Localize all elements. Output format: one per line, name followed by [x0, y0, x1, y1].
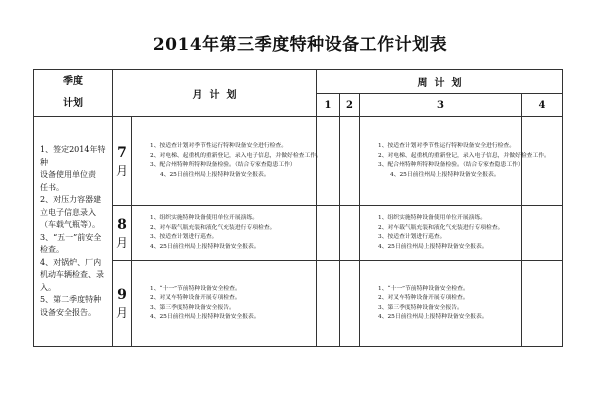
task-line: 1、按适查计划对季节性运行特种设备安全进行检查。: [378, 143, 516, 149]
plan-table: [33, 69, 563, 347]
page-title: 2014年第三季度特种设备工作计划表: [152, 35, 448, 55]
quarter-plan-line: 立电子信息录入: [40, 207, 96, 217]
task-line: 4、25日前往州局上报特种设备安全报表。: [390, 171, 500, 178]
week-1-header: 1: [317, 94, 340, 117]
month-september-label: [113, 261, 132, 347]
quarter-plan-line: 设备安全报告。: [40, 307, 96, 317]
header-quarter-line1: 季度: [63, 76, 83, 87]
quarter-plan-line: 1、签定2014年特种: [40, 145, 106, 167]
task-line: 4、25日前往州局上报特种设备安全报表。: [150, 243, 260, 250]
month-unit: 月: [115, 306, 128, 320]
week-1-july: [317, 117, 340, 206]
task-line: 2、对叉车特种设备开展专项检查。: [150, 295, 241, 301]
quarter-plan-line: 2、对压力容器建: [40, 195, 102, 204]
header-quarter-line2: 计划: [63, 98, 83, 109]
task-line: 1、组织实施特种设备使用单位开展演练。: [378, 215, 487, 221]
week-3-september: [360, 261, 522, 347]
task-line: 4、25日前往州局上报特种设备安全报表。: [378, 314, 488, 320]
quarter-plan-line: 检查。: [40, 245, 64, 254]
task-line: 1、“十一”节前特种设备安全检查。: [150, 285, 241, 292]
quarter-plan-line: 任书。: [40, 182, 64, 192]
header-month-plan-label: 月 计 划: [192, 89, 237, 101]
week-3-july: [360, 117, 550, 206]
quarter-plan-line: （车载气瓶等）。: [40, 220, 100, 229]
month-july-tasks: [132, 117, 322, 206]
week-2-august: [340, 206, 360, 261]
quarter-plan-line: 机动车辆检查、录入。: [40, 270, 104, 292]
task-line: 1、组织实施特种设备使用单位开展演练。: [150, 215, 259, 221]
month-number: 9: [117, 287, 127, 303]
task-line: 4、25日前往州局上报特种设备安全报表。: [378, 243, 488, 250]
week-2-july: [340, 117, 360, 206]
task-line: 3、第三季度特种设备安全报告。: [150, 304, 235, 311]
month-unit: 月: [115, 235, 128, 250]
week-2-header: 2: [340, 94, 360, 117]
task-line: 2、对叉车特种设备开展专项检查。: [378, 295, 469, 301]
header-week-plan: [317, 70, 563, 94]
task-line: 2、对电梯、起重机的重新登记，录入电子信息，并做好检查工作。: [150, 152, 322, 159]
task-line: 1、“十一”节前特种设备安全检查。: [378, 285, 469, 292]
task-line: 3、第三季度特种设备安全报告。: [378, 304, 463, 311]
header-month-plan: [113, 70, 317, 117]
header-quarter-plan: [34, 70, 113, 117]
week-2-september: [340, 261, 360, 347]
quarter-plan-line: 4、对锅炉、厂内: [40, 257, 102, 267]
quarter-plan-line: 3、“五一”前安全: [40, 232, 102, 242]
week-1-september: [317, 261, 340, 347]
week-4-september: [522, 261, 563, 347]
month-number: 8: [117, 216, 127, 233]
quarter-plan-line: 5、第二季度特种: [40, 295, 102, 304]
week-3-header: 3: [360, 94, 522, 117]
week-4-july: [522, 117, 563, 206]
task-line: 3、配合州特种所特种设备检验。（结合专家查隐患工作）: [378, 162, 524, 168]
month-unit: 月: [115, 163, 128, 178]
task-line: 2、对电梯、起重机的重新登记，录入电子信息，并做好检查工作。: [378, 152, 550, 159]
week-1-august: [317, 206, 340, 261]
task-line: 2、对车载气瓶充装和液化气充装进行专项检查。: [150, 224, 276, 231]
task-line: 1、按适查计划对季节性运行特种设备安全进行检查。: [150, 143, 288, 149]
month-august-tasks: [132, 206, 317, 261]
week-4-header: 4: [522, 94, 563, 117]
month-july-label: [113, 117, 132, 206]
week-3-august: [360, 206, 522, 261]
task-line: 3、配合州特种所特种设备检验。（结合专家查隐患工作）: [150, 162, 296, 168]
task-line: 4、25日前往州局上报特种设备安全报表。: [160, 171, 270, 178]
quarter-plan-cell: [34, 117, 113, 347]
month-september-tasks: [132, 261, 317, 347]
task-line: 3、按适查计划进行巡查。: [150, 234, 218, 240]
week-4-august: [522, 206, 563, 261]
header-week-plan-label: 周 计 划: [417, 78, 462, 89]
quarter-plan-line: 设备使用单位责: [40, 170, 96, 179]
task-line: 3、按适查计划进行巡查。: [378, 234, 446, 240]
month-number: 7: [117, 144, 127, 161]
task-line: 2、对车载气瓶充装和液化气充装进行专项检查。: [378, 224, 504, 231]
month-august-label: [113, 206, 132, 261]
task-line: 4、25日前往州局上报特种设备安全报表。: [150, 314, 260, 320]
